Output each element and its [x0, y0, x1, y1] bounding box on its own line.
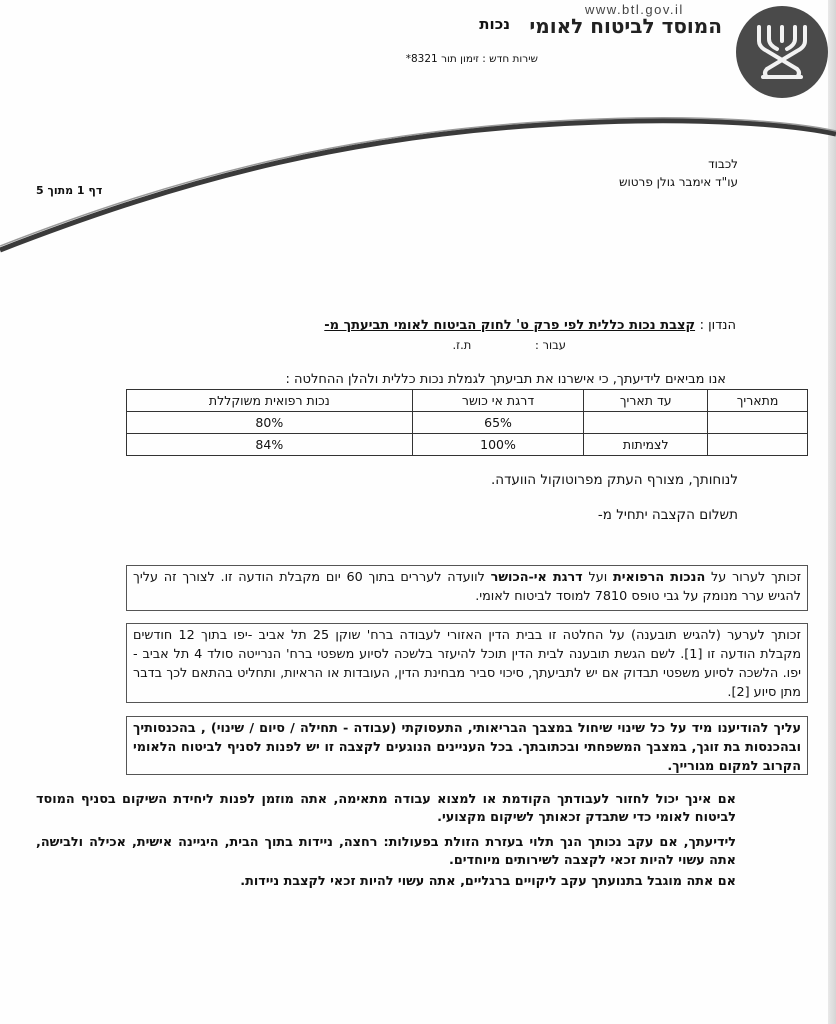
recipient-salutation: לכבוד	[708, 157, 738, 171]
appeal-committee-bold-incapacity: דרגת אי-הכושר	[490, 570, 583, 585]
appeal-court-box: זכותך לערער (להגיש תובענה) על החלטה זו בבית הדין האזורי לעבודה ברח' שוקן 25 תל אביב -יפו בתוך 12 חודשים מקבלת הודעה זו [1]. לשם הגשת תובענה לבית הדין תוכל להיעזר בלשכה לסיוע משפטי ברח' הנרייטה סולד 4 תל אביב -יפו. הלשכה לסיוע משפטי תבדוק אם יש לתביעתך, סיכוי סביר מבחינת הדין, העובדות או הראיות, ותחליט בהתאם לכך בדבר מתן סיוע [2].	[126, 623, 808, 703]
cell-from-date	[708, 434, 808, 456]
id-label: ת.ז.	[452, 338, 472, 352]
for-label: עבור :	[534, 338, 566, 352]
special-services-paragraph: לידיעתך, אם עקב נכותך הנך תלוי בעזרת הזולת בפעולות: רחצה, ניידות בתוך הבית, היגיינה אישית, אכילה ולבישה, אתה עשוי להיות זכאי לקצבה לשירותים מיוחדים.	[36, 835, 736, 868]
table-header-row	[127, 390, 808, 412]
decision-table	[126, 389, 808, 456]
report-changes-box: עליך להודיענו מיד על כל שינוי שיחול במצבך הבריאותי, התעסוקתי (עבודה - תחילה / סיום / שינוי) , בהכנסותיך ובהכנסות בת זוגך, במצבך המשפחתי ובכתובתך. בכל העניינים הנוגעים לקצבה זו יש לפנות לסניף לביטוח הלאומי הקרוב למקום מגורייך.	[126, 716, 808, 775]
page-edge-shadow	[828, 0, 836, 1024]
recipient-name: עו"ד אימבר גולן פרטוש	[619, 175, 738, 189]
table-row	[127, 412, 808, 434]
cell-from-date	[708, 412, 808, 434]
intro-text: אנו מביאים לידיעתך, כי אישרנו את תביעתך לגמלת נכות כללית ולהלן ההחלטה :	[285, 372, 726, 387]
rehab-paragraph: אם אינך יכול לחזור לעבודתך הקודמת או למצוא עבודה מתאימה, אתה מוזמן לפנות ליחידת השיקום בסניף המוסד לביטוח לאומי כדי שתבדק זכאותך לשיקום מקצועי.	[36, 792, 736, 825]
menorah-logo-glyph-icon	[751, 21, 813, 83]
cell-incapacity-degree: 100%	[412, 434, 584, 456]
appeal-committee-mid: ועל	[582, 570, 614, 585]
header-from-date: מתאריך	[708, 390, 808, 412]
decorative-swoosh	[0, 110, 836, 270]
protocol-note: לנוחותך, מצורף העתק מפרוטוקול הוועדה.	[490, 472, 738, 488]
subject-line	[324, 318, 736, 333]
table-row	[127, 434, 808, 456]
cell-incapacity-degree: 65%	[412, 412, 584, 434]
appeal-committee-box	[126, 565, 808, 611]
department-title: נכות	[479, 15, 510, 33]
header-to-date: עד תאריך	[584, 390, 708, 412]
payment-start-note: תשלום הקצבה יתחיל מ-	[597, 507, 738, 523]
header-medical-disability: נכות רפואית משוקללת	[127, 390, 413, 412]
mobility-paragraph: אם אתה מוגבל בתנועתך עקב ליקויים ברגליים, אתה עשוי להיות זכאי לקצבת ניידות.	[240, 874, 736, 889]
page-indicator: דף 1 מתוך 5	[36, 184, 103, 197]
subject-label: הנדון :	[699, 318, 736, 333]
appeal-committee-prefix: זכותך לערור על	[705, 570, 802, 585]
cell-medical-disability: 80%	[127, 412, 413, 434]
appeal-committee-suffix: לוועדה לעררים בתוך 60 יום מקבלת הודעה זו. לצורך זה עליך להגיש ערר מנומק על גבי טופס 7810 למוסד לביטוח לאומי.	[133, 570, 801, 604]
service-line: שירות חדש : זימון תור 8321*	[405, 53, 538, 65]
cell-to-date: לצמיתות	[584, 434, 708, 456]
site-url: www.btl.gov.il	[585, 2, 684, 17]
appeal-committee-bold-medical: הנכות הרפואית	[613, 570, 706, 585]
btl-logo-icon	[736, 6, 828, 98]
org-name: המוסד לביטוח לאומי	[529, 14, 722, 38]
subject-text: קצבת נכות כללית לפי פרק ט' לחוק הביטוח לאומי תביעתך מ-	[324, 318, 696, 333]
for-line	[392, 338, 566, 352]
cell-medical-disability: 84%	[127, 434, 413, 456]
header-incapacity-degree: דרגת אי כושר	[412, 390, 584, 412]
cell-to-date	[584, 412, 708, 434]
